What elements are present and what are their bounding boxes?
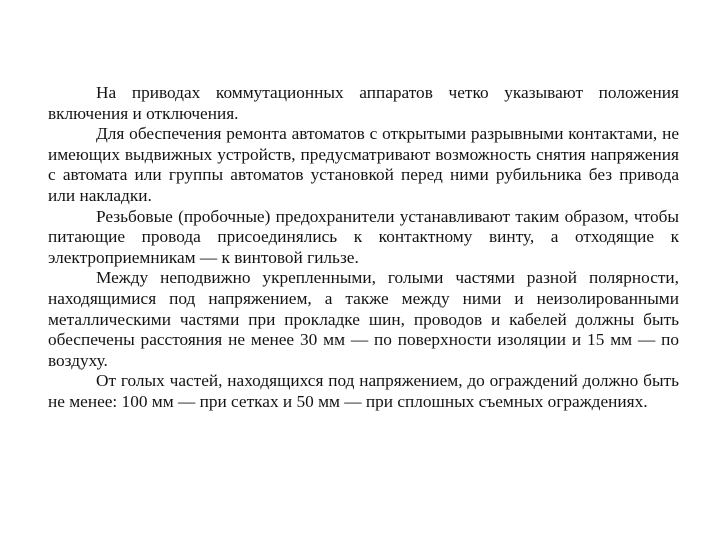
paragraph-drive-positions: На приводах коммутационных аппаратов четко указывают положения включения и отключения. — [48, 83, 679, 123]
paragraph-live-part-clearances: Между неподвижно укрепленными, голыми частями разной полярности, находящимися под напряжением, а также между ними и неизолированными металлическими частями при прокладке шин, проводов и кабелей должны быть обеспечены расстояния не менее 30 мм — по поверхности изоляции и 15 мм — по воздуху. — [48, 268, 679, 370]
paragraph-threaded-fuses: Резьбовые (пробочные) предохранители устанавливают таким образом, чтобы питающие провода присоединялись к контактному винту, а отходящие к электроприемникам — к винтовой гильзе. — [48, 206, 679, 267]
paragraph-guard-distances: От голых частей, находящихся под напряжением, до ограждений должно быть не менее: 100 мм — при сетках и 50 мм — при сплошных съемных ограждениях. — [48, 371, 679, 411]
document-body — [48, 83, 679, 413]
paragraph-breaker-maintenance: Для обеспечения ремонта автоматов с открытыми разрывными контактами, не имеющих выдвижных устройств, предусматривают возможность снятия напряжения с автомата или группы автоматов установкой перед ними рубильника без привода или накладки. — [48, 124, 679, 205]
